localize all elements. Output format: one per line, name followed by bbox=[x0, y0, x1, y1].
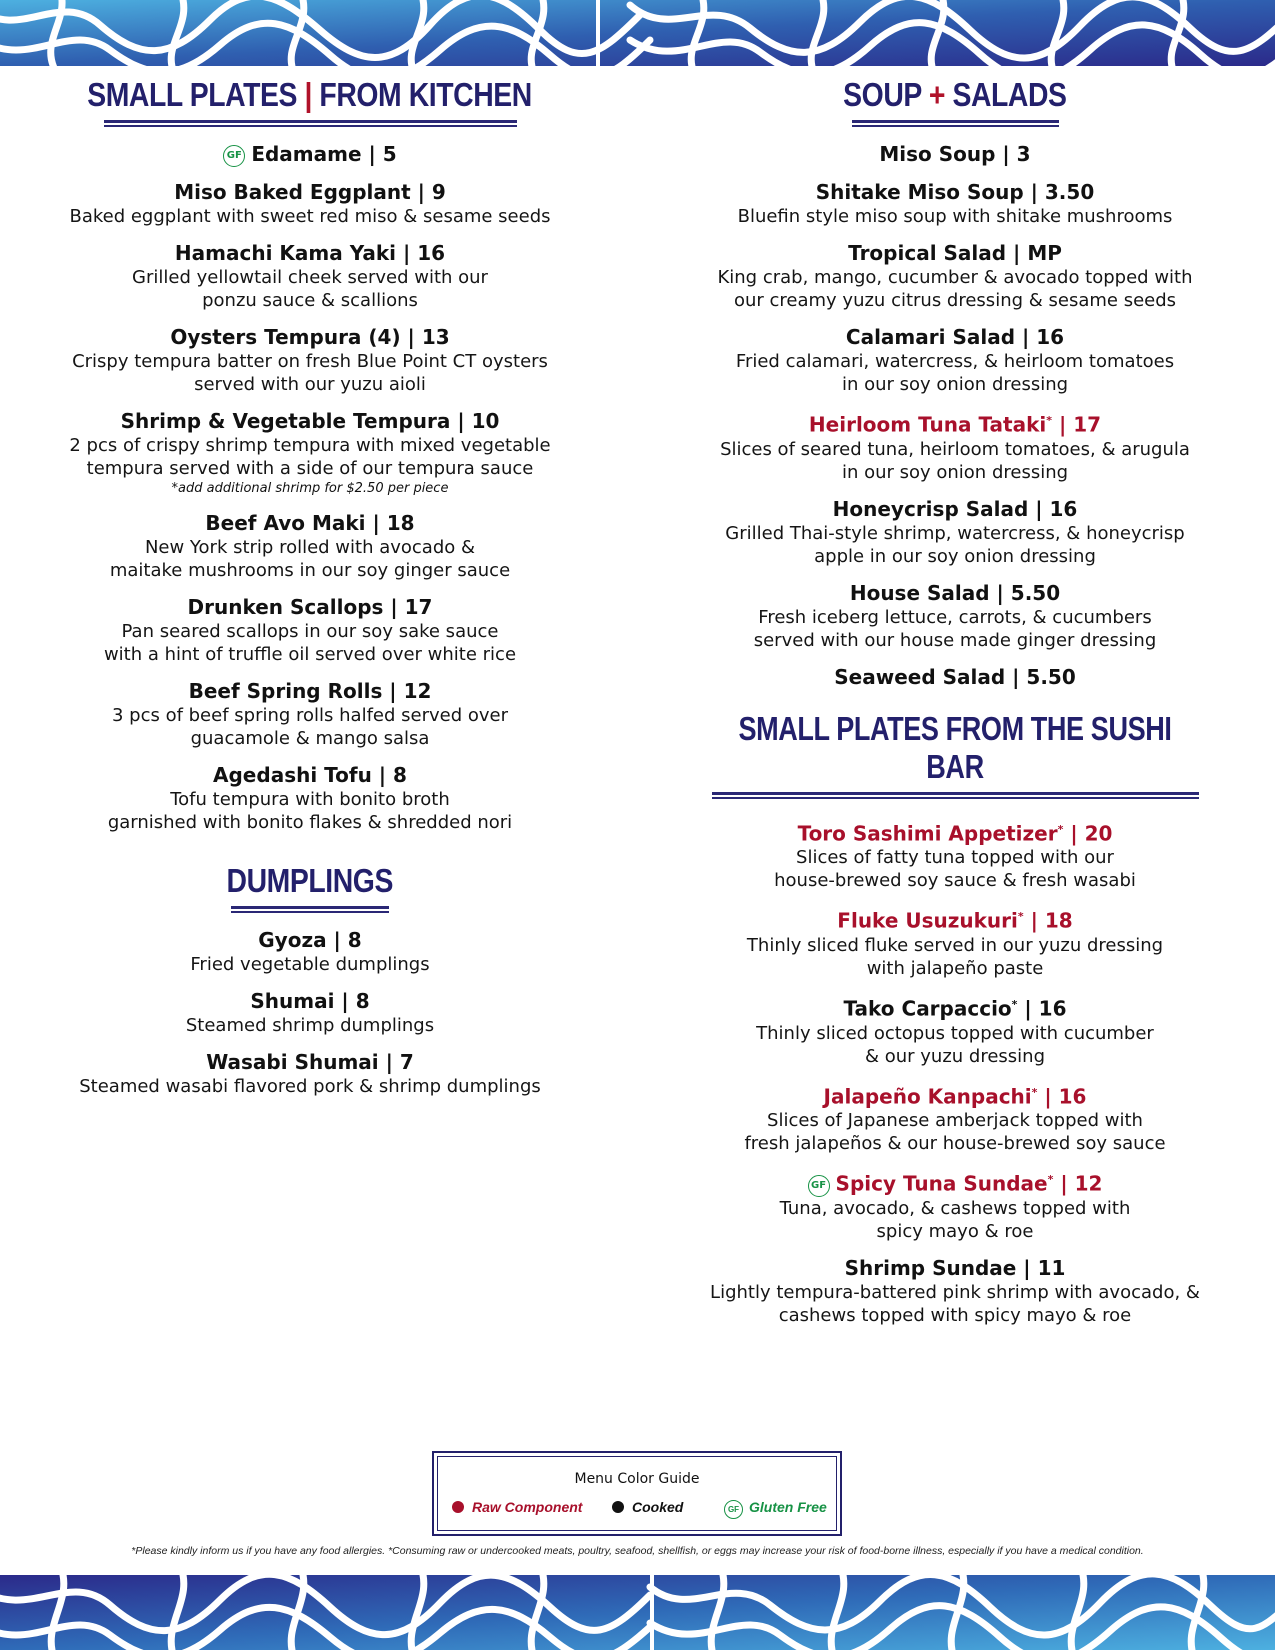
menu-item-description: Tuna, avocado, & cashews topped with bbox=[779, 1197, 1131, 1219]
menu-item-title: Honeycrisp Salad | 16 bbox=[832, 496, 1078, 521]
menu-item-description: served with our yuzu aioli bbox=[194, 374, 426, 395]
menu-item-name bbox=[665, 240, 1245, 266]
menu-item-spicy-tuna-sundae bbox=[665, 1167, 1245, 1243]
menu-item-description: Fried calamari, watercress, & heirloom tomatoes bbox=[735, 351, 1175, 372]
raw-asterisk: * bbox=[1046, 414, 1053, 427]
menu-item-title: Wasabi Shumai | 7 bbox=[206, 1050, 414, 1074]
menu-item-title: Beef Spring Rolls | 12 bbox=[188, 679, 432, 703]
dumplings-item-list bbox=[40, 927, 580, 1098]
gluten-free-icon: GF bbox=[223, 145, 245, 167]
menu-item-title: House Salad | 5.50 bbox=[849, 580, 1061, 605]
menu-item-description: Slices of Japanese amberjack topped with bbox=[767, 1110, 1143, 1132]
menu-item-name bbox=[665, 1167, 1245, 1197]
menu-item-house-salad-5-50 bbox=[665, 580, 1245, 652]
menu-item-beef-avo-maki-18 bbox=[40, 510, 580, 582]
menu-item-shrimp-sundae-11 bbox=[665, 1255, 1245, 1327]
menu-item-title: Miso Soup | 3 bbox=[879, 142, 1031, 166]
menu-item-title: Calamari Salad | 16 bbox=[845, 325, 1065, 349]
menu-item-name bbox=[665, 1080, 1245, 1110]
raw-asterisk: * bbox=[1017, 910, 1024, 924]
menu-item-description: in our soy onion dressing bbox=[841, 461, 1069, 483]
menu-item-description: Fresh iceberg lettuce, carrots, & cucumbers bbox=[758, 606, 1152, 628]
menu-item-title: Drunken Scallops | 17 bbox=[187, 595, 433, 619]
menu-item-name bbox=[665, 992, 1245, 1022]
menu-item-price: | 16 bbox=[1037, 1084, 1087, 1109]
menu-item-name bbox=[665, 496, 1245, 522]
menu-item-description: Thinly sliced octopus topped with cucumber bbox=[756, 1022, 1154, 1044]
menu-item-description: tempura served with a side of our tempura sauce bbox=[86, 458, 534, 479]
menu-item-wasabi-shumai-7 bbox=[40, 1049, 580, 1098]
menu-item-price: | 20 bbox=[1063, 821, 1113, 846]
menu-item-name bbox=[40, 927, 580, 953]
menu-item-description: 3 pcs of beef spring rolls halfed served over bbox=[111, 705, 509, 726]
menu-item-miso-soup-3 bbox=[665, 141, 1245, 167]
dumplings-section-title: DUMPLINGS bbox=[226, 862, 394, 899]
soup-item-list bbox=[665, 141, 1245, 690]
menu-item-tropical-salad-mp bbox=[665, 240, 1245, 312]
raw-asterisk: * bbox=[1047, 1173, 1054, 1187]
menu-item-name bbox=[665, 408, 1245, 438]
menu-item-title: Shitake Miso Soup | 3.50 bbox=[815, 180, 1095, 204]
menu-item-description: garnished with bonito flakes & shredded nori bbox=[107, 812, 513, 833]
menu-item-title: Beef Avo Maki | 18 bbox=[205, 511, 415, 535]
menu-item-drunken-scallops-17 bbox=[40, 594, 580, 666]
menu-item-description: Slices of fatty tuna topped with our bbox=[796, 847, 1114, 869]
menu-item-price: | 16 bbox=[1017, 996, 1067, 1021]
menu-item-title: Oysters Tempura (4) | 13 bbox=[170, 325, 450, 349]
menu-item-title: Heirloom Tuna Tataki bbox=[808, 412, 1047, 437]
menu-item-name bbox=[665, 817, 1245, 847]
soup-section-header bbox=[665, 76, 1245, 127]
soup-section-title: SOUP + SALADS bbox=[843, 76, 1067, 113]
menu-item-description: Grilled yellowtail cheek served with our bbox=[132, 267, 488, 288]
menu-item-description: in our soy onion dressing bbox=[841, 374, 1069, 395]
menu-item-name bbox=[665, 1255, 1245, 1281]
menu-item-shrimp-vegetable-tempura-10 bbox=[40, 408, 580, 498]
menu-item-name bbox=[40, 594, 580, 620]
raw-asterisk: * bbox=[1011, 997, 1018, 1011]
black-dot-icon bbox=[612, 1501, 624, 1513]
red-dot-icon bbox=[452, 1501, 464, 1513]
menu-item-description: ponzu sauce & scallions bbox=[202, 290, 418, 311]
menu-item-description: with a hint of truffle oil served over white rice bbox=[103, 644, 517, 665]
menu-item-title: Shrimp Sundae | 11 bbox=[844, 1255, 1066, 1280]
menu-item-price: | 17 bbox=[1052, 412, 1102, 437]
top-wave-banner bbox=[0, 0, 1275, 66]
bottom-wave-banner bbox=[0, 1575, 1275, 1650]
cooked-legend-label: Cooked bbox=[632, 1499, 684, 1515]
dumplings-title-rule bbox=[231, 906, 389, 913]
menu-item-miso-baked-eggplant-9 bbox=[40, 179, 580, 228]
menu-item-description: fresh jalapeños & our house-brewed soy sauce bbox=[744, 1133, 1166, 1155]
menu-item-title: Jalapeño Kanpachi bbox=[823, 1084, 1032, 1109]
menu-item-description: Lightly tempura-battered pink shrimp with avocado, & bbox=[710, 1281, 1200, 1303]
menu-item-honeycrisp-salad-16 bbox=[665, 496, 1245, 568]
menu-item-title: Spicy Tuna Sundae bbox=[835, 1171, 1048, 1196]
menu-item-heirloom-tuna-tataki bbox=[665, 408, 1245, 484]
menu-item-name bbox=[665, 179, 1245, 205]
menu-item-title: Miso Baked Eggplant | 9 bbox=[174, 180, 446, 204]
menu-item-hamachi-kama-yaki-16 bbox=[40, 240, 580, 312]
menu-item-description: Baked eggplant with sweet red miso & sesame seeds bbox=[69, 206, 551, 227]
cooked-legend-item bbox=[612, 1499, 683, 1515]
right-column bbox=[665, 76, 1245, 1327]
raw-asterisk: * bbox=[1031, 1085, 1038, 1099]
menu-item-name bbox=[665, 904, 1245, 934]
menu-color-guide-inner bbox=[437, 1456, 837, 1531]
menu-item-name bbox=[40, 678, 580, 704]
menu-item-calamari-salad-16 bbox=[665, 324, 1245, 396]
sushi-item-list bbox=[665, 817, 1245, 1327]
raw-legend-label: Raw Component bbox=[472, 1499, 583, 1515]
menu-item-title: Shumai | 8 bbox=[250, 989, 370, 1013]
menu-item-description: New York strip rolled with avocado & bbox=[144, 537, 476, 558]
menu-item-name bbox=[40, 510, 580, 536]
menu-item-name bbox=[40, 179, 580, 205]
menu-item-name bbox=[40, 240, 580, 266]
menu-item-description: Grilled Thai-style shrimp, watercress, & honeycrisp bbox=[725, 522, 1185, 544]
menu-item-description: Bluefin style miso soup with shitake mushrooms bbox=[737, 206, 1173, 227]
menu-item-description: King crab, mango, cucumber & avocado topped with bbox=[717, 267, 1193, 288]
menu-item-edamame-5 bbox=[40, 141, 580, 167]
raw-asterisk: * bbox=[1057, 822, 1064, 836]
menu-item-title: Hamachi Kama Yaki | 16 bbox=[174, 241, 446, 265]
gluten-free-legend-item bbox=[724, 1499, 827, 1519]
menu-item-description: cashews topped with spicy mayo & roe bbox=[778, 1304, 1132, 1326]
soup-title-rule bbox=[852, 120, 1059, 127]
menu-item-title: Tako Carpaccio bbox=[843, 996, 1012, 1021]
menu-item-title: Seaweed Salad | 5.50 bbox=[834, 664, 1076, 689]
menu-item-title: Toro Sashimi Appetizer bbox=[797, 821, 1058, 846]
menu-item-description: Slices of seared tuna, heirloom tomatoes, & arugula bbox=[720, 438, 1190, 460]
gluten-free-icon: GF bbox=[808, 1175, 830, 1197]
menu-item-beef-spring-rolls-12 bbox=[40, 678, 580, 750]
gluten-free-icon: GF bbox=[724, 1500, 743, 1519]
menu-item-name bbox=[40, 988, 580, 1014]
menu-item-seaweed-salad-5-50 bbox=[665, 664, 1245, 690]
menu-item-tako-carpaccio bbox=[665, 992, 1245, 1068]
menu-item-description: spicy mayo & roe bbox=[876, 1220, 1034, 1242]
allergy-disclaimer: *Please kindly inform us if you have any food allergies. *Consuming raw or undercooked meats, poultry, seafood, shellfish, or eggs may increase your risk of food-borne illness, especially if you have a medical condition. bbox=[131, 1545, 1144, 1557]
kitchen-item-list bbox=[40, 141, 580, 834]
menu-item-name bbox=[40, 141, 580, 167]
menu-item-toro-sashimi-appetizer bbox=[665, 817, 1245, 893]
kitchen-section-title: SMALL PLATES | FROM KITCHEN bbox=[87, 76, 533, 113]
menu-item-oysters-tempura-4-13 bbox=[40, 324, 580, 396]
menu-item-description: guacamole & mango salsa bbox=[190, 728, 430, 749]
menu-item-description: Steamed wasabi flavored pork & shrimp dumplings bbox=[79, 1076, 541, 1097]
menu-item-name bbox=[40, 1049, 580, 1075]
menu-item-name bbox=[40, 762, 580, 788]
menu-color-guide bbox=[432, 1451, 842, 1536]
menu-item-name bbox=[665, 580, 1245, 606]
menu-item-description: served with our house made ginger dressing bbox=[753, 629, 1157, 651]
menu-item-title: Gyoza | 8 bbox=[258, 928, 362, 952]
left-column bbox=[40, 76, 580, 1098]
menu-item-price: | 18 bbox=[1023, 908, 1073, 933]
menu-item-name bbox=[40, 408, 580, 434]
menu-item-agedashi-tofu-8 bbox=[40, 762, 580, 834]
menu-item-description: maitake mushrooms in our soy ginger sauce bbox=[109, 560, 511, 581]
menu-item-note: *add additional shrimp for $2.50 per piece bbox=[171, 481, 449, 496]
menu-item-description: apple in our soy onion dressing bbox=[814, 545, 1096, 567]
dumplings-section-header bbox=[40, 862, 580, 913]
kitchen-title-rule bbox=[104, 120, 517, 127]
menu-item-title: Edamame | 5 bbox=[251, 142, 397, 166]
menu-item-gyoza-8 bbox=[40, 927, 580, 976]
color-guide-title: Menu Color Guide bbox=[574, 1471, 700, 1487]
menu-item-description: house-brewed soy sauce & fresh wasabi bbox=[774, 870, 1136, 892]
menu-item-description: 2 pcs of crispy shrimp tempura with mixed vegetable bbox=[69, 435, 551, 456]
menu-item-description: Pan seared scallops in our soy sake sauce bbox=[121, 621, 499, 642]
menu-item-name bbox=[40, 324, 580, 350]
menu-item-title: Shrimp & Vegetable Tempura | 10 bbox=[120, 409, 500, 433]
menu-item-name bbox=[665, 324, 1245, 350]
menu-item-description: & our yuzu dressing bbox=[864, 1045, 1046, 1067]
menu-item-jalape-o-kanpachi bbox=[665, 1080, 1245, 1156]
sushi-title-rule bbox=[712, 792, 1199, 799]
sushi-section-header bbox=[665, 710, 1245, 799]
menu-item-fluke-usuzukuri bbox=[665, 904, 1245, 980]
raw-legend-item bbox=[452, 1499, 582, 1515]
menu-item-description: our creamy yuzu citrus dressing & sesame seeds bbox=[733, 290, 1177, 311]
sushi-section-title: SMALL PLATES FROM THE SUSHI BAR bbox=[738, 709, 1172, 785]
menu-item-title: Tropical Salad | MP bbox=[848, 241, 1062, 265]
gluten-free-legend-label: Gluten Free bbox=[749, 1499, 827, 1515]
menu-item-description: Tofu tempura with bonito broth bbox=[170, 789, 450, 810]
menu-item-shumai-8 bbox=[40, 988, 580, 1037]
menu-item-description: Crispy tempura batter on fresh Blue Point CT oysters bbox=[72, 351, 548, 372]
menu-item-shitake-miso-soup-3-50 bbox=[665, 179, 1245, 228]
menu-item-price: | 12 bbox=[1053, 1171, 1103, 1196]
menu-item-description: Fried vegetable dumplings bbox=[190, 954, 430, 975]
kitchen-section-header bbox=[40, 76, 580, 127]
menu-item-name bbox=[665, 141, 1245, 167]
menu-item-description: Thinly sliced fluke served in our yuzu dressing bbox=[746, 934, 1164, 956]
menu-item-description: Steamed shrimp dumplings bbox=[185, 1015, 435, 1036]
menu-item-title: Fluke Usuzukuri bbox=[837, 908, 1018, 933]
menu-item-name bbox=[665, 664, 1245, 690]
menu-item-description: with jalapeño paste bbox=[866, 957, 1044, 979]
menu-item-title: Agedashi Tofu | 8 bbox=[213, 763, 407, 787]
